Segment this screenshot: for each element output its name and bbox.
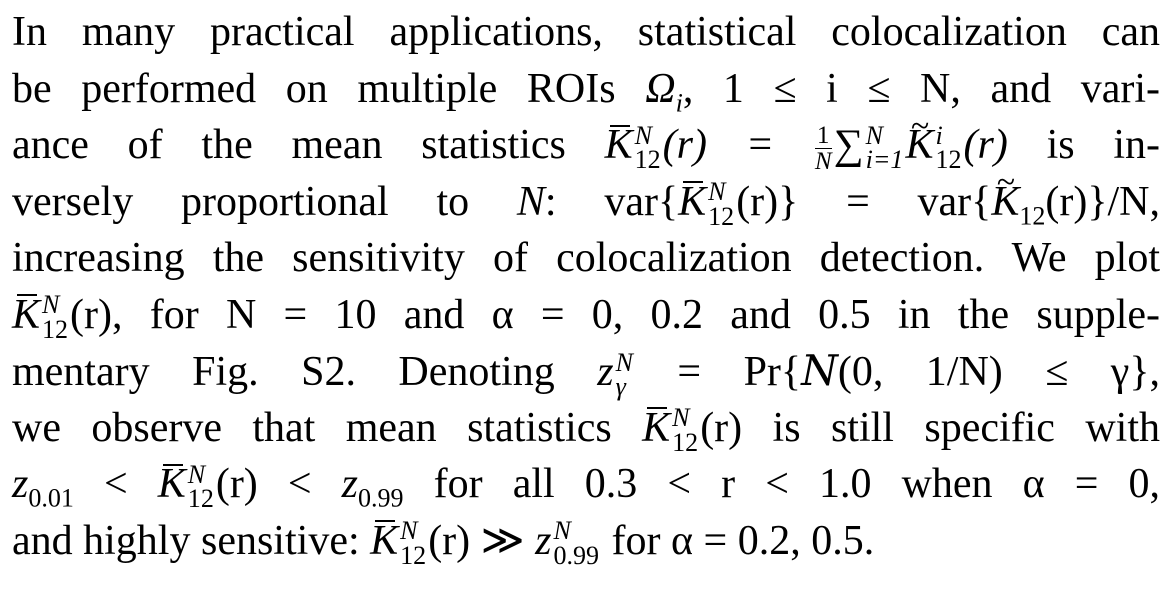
line-text: < <box>73 461 158 507</box>
tilde-k-symbol: ~ K <box>905 117 933 174</box>
line-text: ance of the mean statistics <box>12 122 605 168</box>
text-line-6 <box>12 287 1160 344</box>
line-text: , 1 ≤ i ≤ N, and vari- <box>682 65 1161 112</box>
text-line-2 <box>12 61 1160 118</box>
line-text: be performed on multiple ROIs <box>12 65 646 112</box>
line-text: versely proportional to <box>12 178 517 225</box>
tilde-k-symbol: ~ K <box>991 174 1019 231</box>
text-line-1 <box>12 4 1160 61</box>
line-text: for α = 0.2, 0.5. <box>601 517 875 564</box>
z-symbol: z <box>597 349 614 395</box>
line-text: (r), for N = 10 and α = 0, 0.2 and 0.5 in the supple- <box>70 291 1160 338</box>
superscript: N <box>634 120 653 150</box>
omega-symbol: Ω <box>645 65 676 112</box>
superscript: N <box>708 177 726 207</box>
mean-k-symbol: K <box>642 400 670 457</box>
line-text: (r)}/N, <box>1045 178 1160 225</box>
superscript: N <box>187 459 206 489</box>
n-symbol: N <box>516 178 545 225</box>
superscript: N <box>553 516 571 546</box>
line-text: (r) is still specific with <box>700 404 1160 451</box>
fraction-numerator: 1 <box>815 123 832 149</box>
formula-text: (r) <box>963 122 1008 168</box>
tilde-k-indices <box>935 120 962 175</box>
mean-k-symbol: K <box>158 456 186 513</box>
line-text: In many practical applications, statistical colocalization can <box>12 9 1160 55</box>
sum-limits <box>865 120 904 175</box>
superscript: N <box>615 347 633 377</box>
line-text: (0, 1/N) ≤ γ}, <box>837 349 1160 395</box>
fraction-denominator: N <box>814 147 832 175</box>
body-paragraph <box>12 4 1160 569</box>
sum-symbol: ∑ <box>833 122 864 168</box>
text-line-9 <box>12 456 1160 513</box>
text-line-5 <box>12 230 1160 287</box>
normal-distribution-symbol: N <box>801 346 838 395</box>
omega-subscript: i <box>675 87 683 117</box>
subscript: γ <box>615 372 626 402</box>
text-line-10 <box>12 513 1160 570</box>
superscript: N <box>400 516 418 546</box>
line-text: and highly sensitive: <box>12 517 371 564</box>
line-text: = Pr{ <box>634 349 802 395</box>
subscript: 12 <box>935 145 962 175</box>
mean-k-indices <box>708 177 735 231</box>
sum-upper-limit: N <box>865 120 883 150</box>
line-text: increasing the sensitivity of colocalization detection. We plot <box>12 235 1160 281</box>
z-indices <box>553 516 600 570</box>
subscript: 0.99 <box>553 540 600 570</box>
mean-k-indices <box>187 459 214 514</box>
subscript: 12 <box>672 427 699 457</box>
line-text: we observe that mean statistics <box>12 404 643 451</box>
z-symbol: z <box>12 461 29 507</box>
line-text: : var{ <box>544 178 679 225</box>
line-text: is in- <box>1007 122 1160 168</box>
line-text: for all 0.3 < r < 1.0 when α = 0, <box>403 461 1160 507</box>
line-text: (r)} = var{ <box>736 178 992 225</box>
mean-k-symbol: K <box>12 287 40 344</box>
subscript: 12 <box>42 314 69 344</box>
subscript: 0.99 <box>358 483 404 513</box>
superscript: N <box>42 290 60 320</box>
mean-k-indices <box>42 290 69 344</box>
mean-k-symbol: K <box>370 513 398 570</box>
z-indices <box>615 347 633 402</box>
subscript: 12 <box>1019 200 1046 230</box>
line-text: mentary Fig. S2. Denoting <box>12 349 598 395</box>
text-line-7 <box>12 343 1160 400</box>
mean-k-indices <box>672 403 699 457</box>
superscript: i <box>935 120 943 150</box>
subscript: 0.01 <box>28 483 74 513</box>
sum-lower-limit: i=1 <box>865 145 904 175</box>
z-symbol: z <box>535 517 552 564</box>
mean-k-symbol: K <box>605 117 633 174</box>
mean-k-indices <box>634 120 661 175</box>
subscript: 12 <box>187 484 214 514</box>
text-line-4 <box>12 174 1160 231</box>
text-line-8 <box>12 400 1160 457</box>
superscript: N <box>672 403 690 433</box>
formula-text: (r) = <box>662 122 813 168</box>
mean-k-symbol: K <box>678 174 706 231</box>
line-text: (r) < <box>215 461 342 507</box>
subscript: 12 <box>634 145 661 175</box>
text-line-3 <box>12 117 1160 174</box>
subscript: 12 <box>708 201 735 231</box>
mean-k-indices <box>400 516 427 570</box>
line-text: (r) ≫ <box>428 517 536 564</box>
subscript: 12 <box>400 540 427 570</box>
fraction <box>815 123 832 174</box>
z-symbol: z <box>341 461 359 507</box>
